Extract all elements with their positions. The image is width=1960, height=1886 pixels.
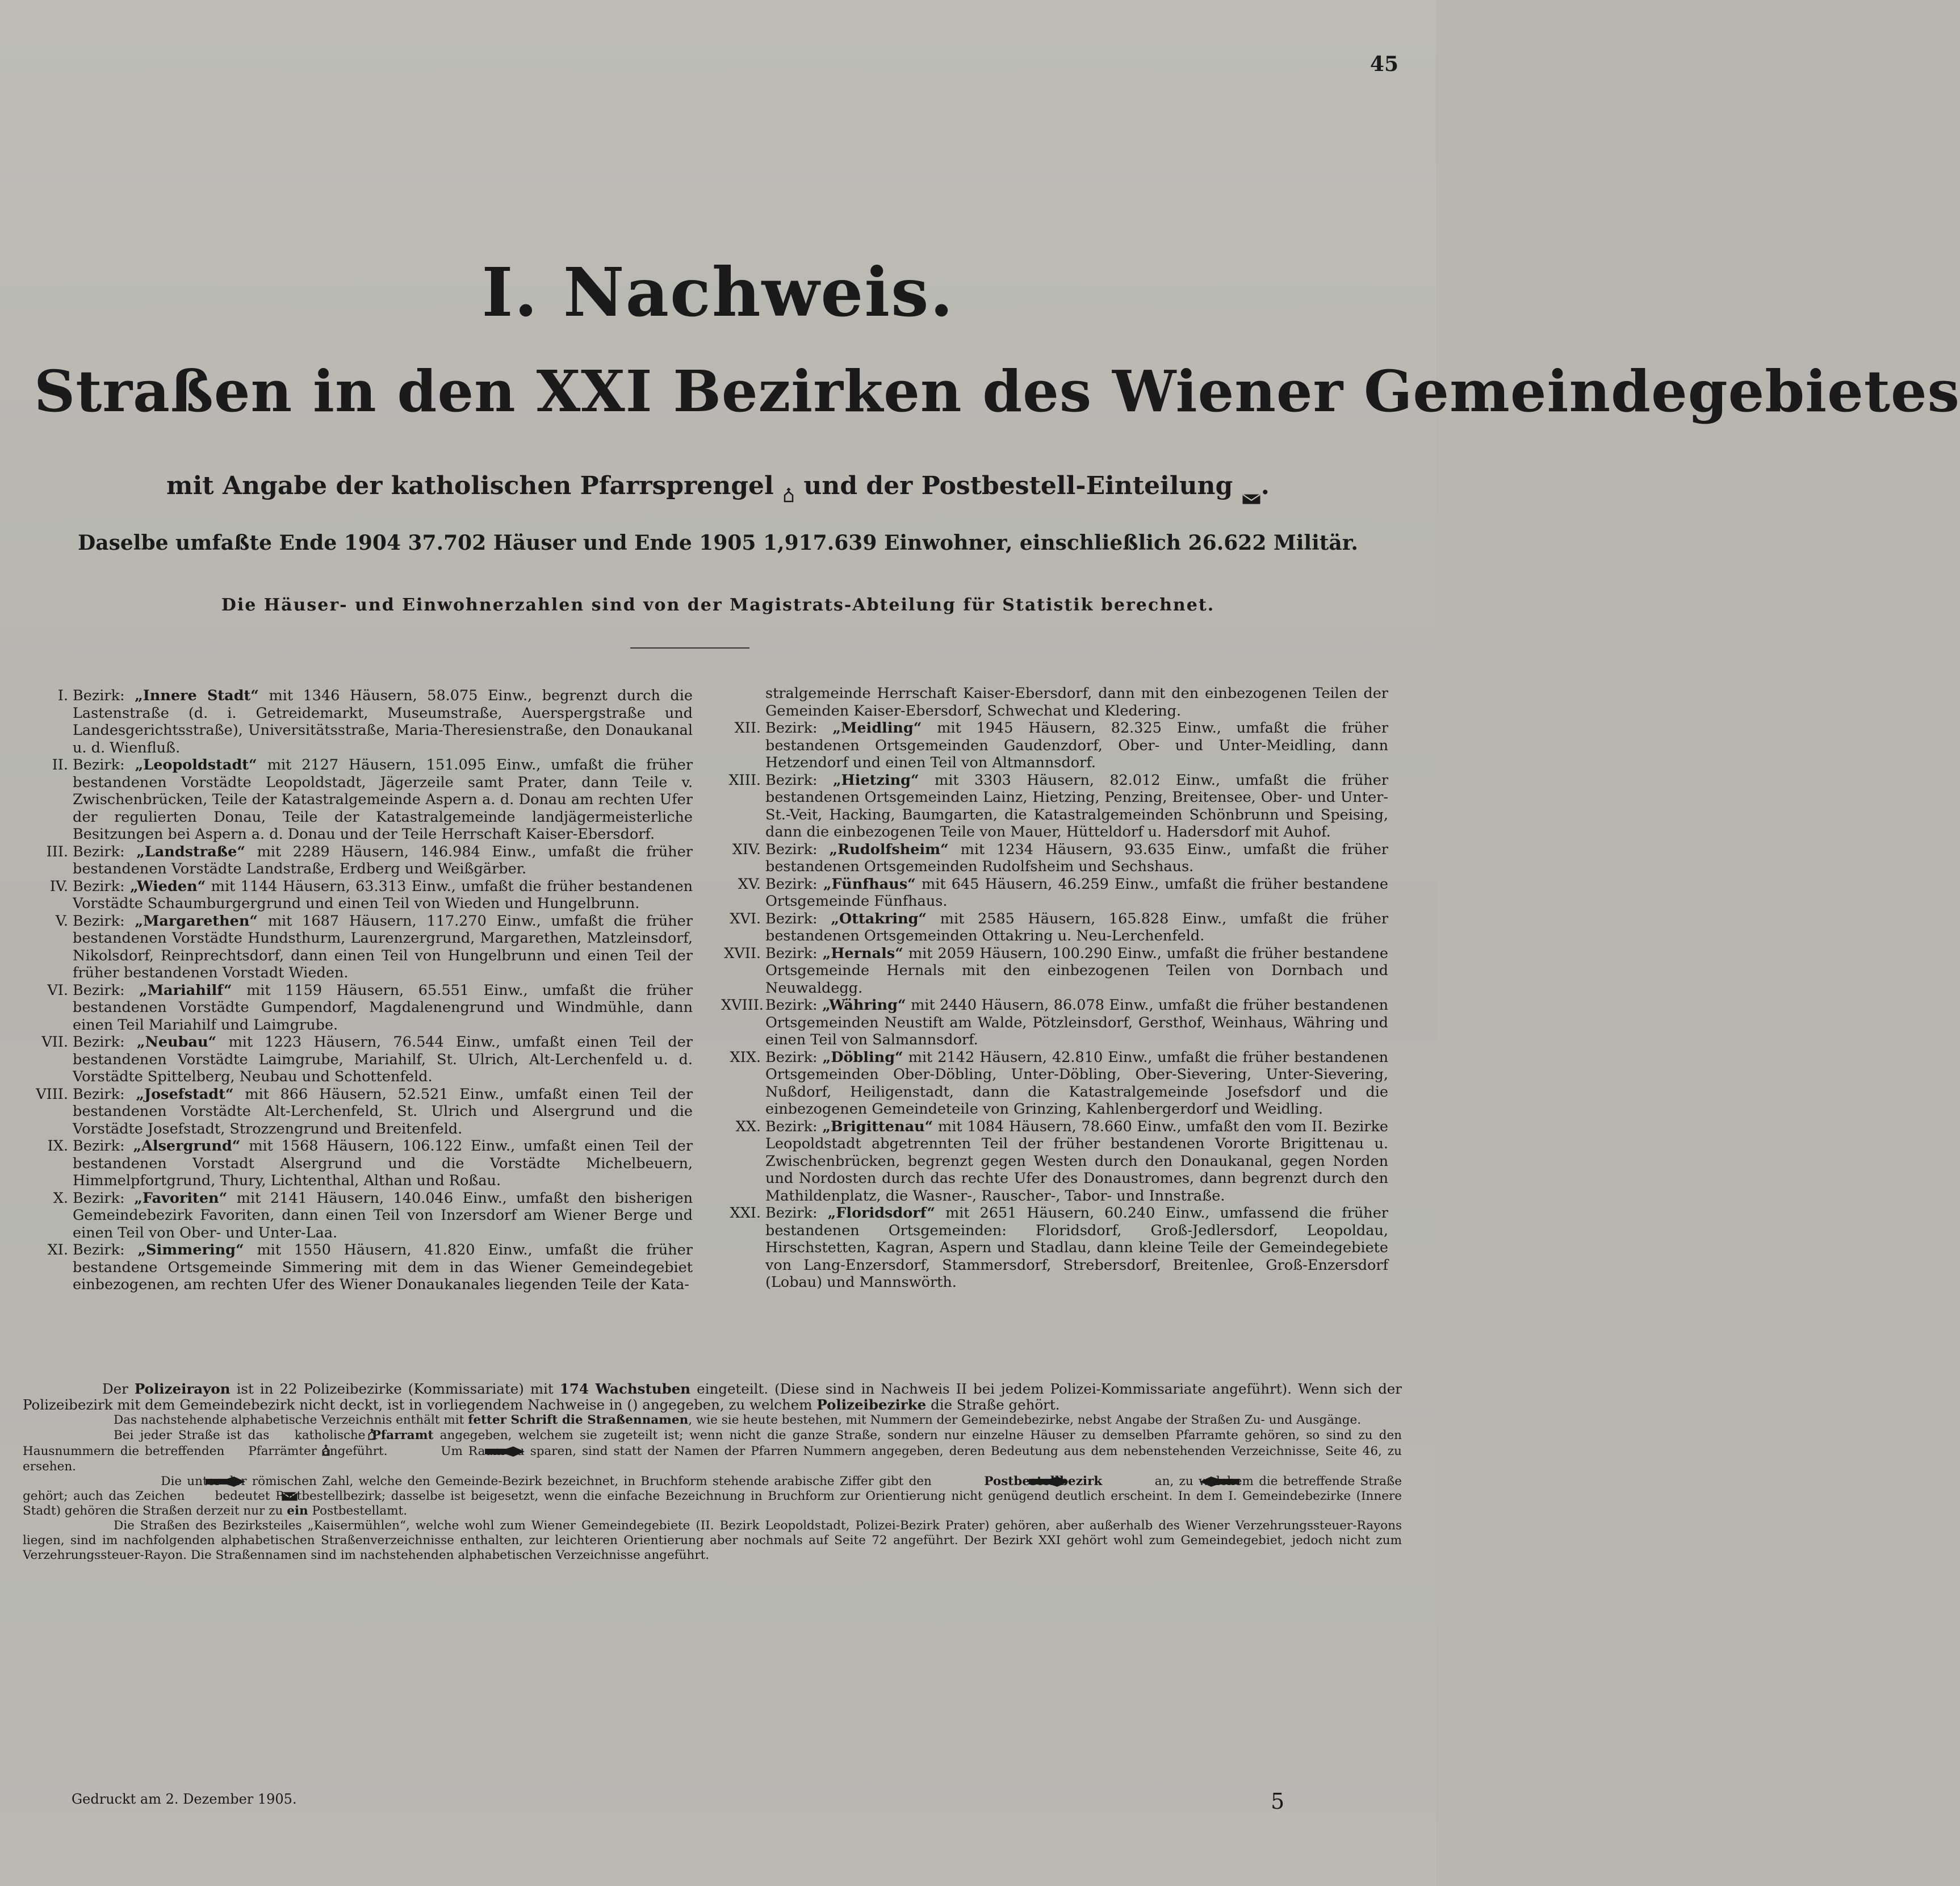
explanatory-notes: [23, 1381, 1402, 1563]
district-lead: Bezirk:: [73, 912, 125, 930]
district-number: IX.: [47, 1138, 68, 1155]
district-description: mit 2585 Häusern, 165.828 Einw., umfaßt die früher bestandenen Ortsgemeinden Ottakring u. Neu-Lerchenfeld.: [765, 910, 1389, 944]
district-description: mit 2651 Häusern, 60.240 Einw., umfassend die früher bestandenen Ortsgemeinden: Floridsdorf, Groß-Jedlersdorf, Leopoldau, Hirschstetten, Kagran, Aspern und Stadlau, dann kleine Teile der Gemeindegebiete von Lang-Enzersdorf, Stammersdorf, Strebersdorf, Breitenlee, Groß-Enzersdorf (Lobau) und Mannswörth.: [765, 1205, 1388, 1291]
district-lead: Bezirk:: [73, 756, 125, 773]
note-text: an, zu welchem die betreffende Straße gehört; auch das Zeichen: [23, 1474, 1402, 1503]
district-entry: [721, 910, 1388, 945]
district-lead: Bezirk:: [765, 944, 818, 962]
district-number: III.: [46, 843, 68, 860]
district-name: „Döbling“: [822, 1048, 903, 1066]
district-entry: [28, 1190, 693, 1242]
district-lead: Bezirk:: [73, 877, 125, 895]
district-entry: [721, 720, 1388, 772]
district-lead: Bezirk:: [765, 910, 818, 927]
note-text: eingeteilt. (Diese sind in Nachweis II bei jedem Polizei-Kommissariate angeführt). Wenn sich der Polizeibezirk mit dem Gemeindebezirk nicht deckt, ist in vorliegendem Nachweise in () angegeben, zu welchem: [23, 1381, 1402, 1413]
district-number: V.: [55, 912, 68, 930]
pointing-hand-icon: [393, 1445, 435, 1458]
district-entry: [28, 843, 693, 878]
district-description: mit 1346 Häusern, 58.075 Einw., begrenzt durch die Lastenstraße (d. i. Getreidemarkt, Museumstraße, Auerspergstraße und Landesgerichtsstraße), Universitätsstraße, Maria-Theresienstraße, den Donaukanal u. d. Wienfluß.: [73, 687, 693, 756]
document-heading: Straßen in den XXI Bezirken des Wiener Gemeindegebietes: [34, 358, 1960, 425]
district-entry: [28, 1086, 693, 1138]
district-entry: [28, 1034, 693, 1086]
footer-page-number: 5: [1271, 1789, 1285, 1814]
note-text: die Straße gehört.: [931, 1396, 1060, 1413]
district-name: „Landstraße“: [136, 843, 246, 860]
district-description: mit 3303 Häusern, 82.012 Einw., umfaßt die früher bestandenen Ortsgemeinden Lainz, Hietzing, Penzing, Breitensee, Ober- und Unter-St.-Veit, Hacking, Baumgarten, die Katastralgemeinden Schönbrunn und Speising, dann die einbezogenen Teile von Mauer, Hütteldorf u. Hadersdorf mit Auhof.: [765, 771, 1389, 840]
district-number: XII.: [734, 720, 761, 737]
district-name: „Ottakring“: [831, 910, 927, 927]
district-number: XVII.: [724, 944, 761, 962]
district-number: XV.: [738, 875, 761, 893]
note-verzeichnis: [23, 1413, 1402, 1428]
note-text: angegeben, welchem sie zugeteilt ist; wenn nicht die ganze Straße, sondern nur einzelne Häuser zu demselben Pfarramte gehören, so sind zu den Hausnummern die betreffenden: [23, 1428, 1402, 1458]
note-bold: Pfarramt: [371, 1428, 434, 1442]
note-bold: Postbestellbezirk: [984, 1474, 1103, 1488]
district-description: mit 2059 Häusern, 100.290 Einw., umfaßt die früher bestandene Ortsgemeinde Hernals mit den einbezogenen Teilen von Dornbach und Neuwaldegg.: [765, 944, 1389, 997]
district-name: „Währing“: [822, 997, 906, 1014]
district-description: mit 1568 Häusern, 106.122 Einw., umfaßt einen Teil der bestandenen Vorstadt Alsergrund und die Vorstädte Michelbeuern, Himmelpfortgrund, Thury, Lichtenthal, Althan und Roßau.: [73, 1138, 693, 1189]
district-entry: [28, 913, 693, 982]
district-description: mit 2440 Häusern, 86.078 Einw., umfaßt die früher bestandenen Ortsgemeinden Neustift am Walde, Pötzleinsdorf, Gersthof, Weinhaus, Währing und einen Teil von Salmannsdorf.: [765, 997, 1389, 1048]
district-lead: Bezirk:: [73, 981, 125, 999]
note-text: ist in 22 Polizeibezirke (Kommissariate) mit: [236, 1381, 554, 1397]
district-description: mit 1144 Häusern, 63.313 Einw., umfaßt die früher bestandenen Vorstädte Schaumburgergrund und einen Teil von Wieden und Hungelbrunn.: [73, 877, 693, 912]
note-bold: Polizeirayon: [134, 1381, 231, 1397]
mail-icon: [190, 1491, 210, 1502]
church-icon: [230, 1444, 242, 1460]
note-text: , wie sie heute bestehen, mit Nummern der Gemeindebezirke, nebst Angabe der Straßen Zu- und Ausgänge.: [688, 1413, 1362, 1427]
note-kaisermuehlen: Die Straßen des Bezirksteiles „Kaisermühlen“, welche wohl zum Wiener Gemeindegebiete (II. Bezirk Leopoldstadt, Polizei-Bezirk Prater) gehören, aber außerhalb des Wiener Verzehrungssteuer-Rayons liegen, sind im nachfolgenden alphabetischen Straßenverzeichnisse enthalten, zur leichteren Orientierung aber nochmals auf Seite 72 angeführt. Der Bezirk XXI gehört wohl zum Gemeindegebiet, jedoch nicht zum Verzehrungssteuer-Rayon. Die Straßennamen sind im nachstehenden alphabetischen Verzeichnisse angeführt.: [23, 1519, 1402, 1562]
district-number: XVIII.: [721, 997, 764, 1014]
district-description: mit 2289 Häusern, 146.984 Einw., umfaßt die früher bestandenen Vorstädte Landstraße, Erdberg und Weißgärber.: [73, 843, 693, 877]
district-lead: Bezirk:: [73, 1085, 125, 1103]
district-number: II.: [52, 756, 68, 773]
district-lead: Bezirk:: [765, 875, 818, 893]
district-number: XIV.: [732, 840, 761, 858]
note-polizei: [23, 1381, 1402, 1413]
document-title: I. Nachweis.: [481, 253, 954, 332]
note-text: Der: [102, 1381, 128, 1397]
page-number: 45: [1370, 52, 1398, 76]
church-icon: [276, 1428, 288, 1444]
district-lead: Bezirk:: [765, 840, 818, 858]
district-name: „Fünfhaus“: [823, 875, 916, 893]
district-number: VIII.: [36, 1085, 68, 1103]
district-description: mit 1234 Häusern, 93.635 Einw., umfaßt die früher bestandenen Ortsgemeinden Rudolfsheim und Sechshaus.: [765, 840, 1388, 875]
district-name: „Wieden“: [130, 877, 206, 895]
district-name: „Margarethen“: [135, 912, 258, 930]
note-text: Das nachstehende alphabetische Verzeichnis enthält mit: [114, 1413, 464, 1427]
district-description: mit 2127 Häusern, 151.095 Einw., umfaßt die früher bestandenen Vorstädte Leopoldstadt, Jägerzeile samt Prater, dann Teile v. Zwischenbrücken, Teile der Katastralgemeinde Aspern a. d. Donau am rechten Ufer der regulierten Donau, Teile der Katastralgemeinde landjägermeisterliche Besitzungen bei Aspern a. d. Donau und der Teile Herrschaft Kaiser-Ebersdorf.: [73, 756, 693, 843]
district-name: „Innere Stadt“: [135, 687, 259, 704]
note-text: Postbestellamt.: [312, 1504, 408, 1518]
district-description: mit 645 Häusern, 46.259 Einw., umfaßt die früher bestandene Ortsgemeinde Fünfhaus.: [765, 875, 1389, 910]
district-number: XVI.: [730, 910, 761, 927]
district-lead: Bezirk:: [765, 1205, 818, 1222]
district-name: „Alsergrund“: [133, 1138, 241, 1155]
subtitle-mid: und der Postbestell-Einteilung: [803, 471, 1233, 500]
note-postbestell: [23, 1474, 1402, 1519]
district-entry: [28, 756, 693, 843]
district-number: XIX.: [730, 1048, 761, 1066]
district-name: „Brigittenau“: [822, 1118, 933, 1135]
note-text: Bei jeder Straße ist das: [114, 1428, 270, 1442]
district-number: XX.: [735, 1118, 761, 1135]
district-name: „Neubau“: [136, 1034, 217, 1051]
divider-rule: [630, 647, 749, 649]
district-description: mit 866 Häusern, 52.521 Einw., umfaßt einen Teil der bestandenen Vorstädte Alt-Lerchenfeld, St. Ulrich und Alsergrund und die Vorstädte Josefstadt, Strozzengrund und Breitenfeld.: [73, 1085, 693, 1138]
note-text: Um Raum zu sparen, sind statt der Namen der Pfarren Nummern angegeben, deren Bedeutung aus dem nebenstehenden Verzeichnisse, Seite 46, zu ersehen.: [23, 1444, 1402, 1474]
district-entry: [721, 1118, 1388, 1205]
district-description: mit 1687 Häusern, 117.270 Einw., umfaßt die früher bestandenen Vorstädte Hundsthurm, Laurenzergrund, Margarethen, Matzleinsdorf, Nikolsdorf, Reinprechtsdorf, dann einen Teil von Hungelbrunn und einen Teil der früher bestandenen Vorstadt Wieden.: [73, 912, 693, 981]
district-number: XXI.: [730, 1205, 761, 1222]
district-entry: [28, 1241, 693, 1294]
population-stats: Daselbe umfaßte Ende 1904 37.702 Häuser und Ende 1905 1,917.639 Einwohner, einschließlich 26.622 Militär.: [78, 531, 1358, 555]
district-name: „Hernals“: [822, 944, 903, 962]
subtitle-before: mit Angabe der katholischen Pfarrsprengel: [166, 471, 774, 500]
district-number: XI.: [47, 1241, 68, 1258]
district-lead: Bezirk:: [73, 1189, 125, 1207]
district-description: mit 1550 Häusern, 41.820 Einw., umfaßt die früher bestandene Ortsgemeinde Simmering mit dem in das Wiener Gemeindegebiet einbezogenen, am rechten Ufer des Wiener Donaukanales liegenden Teile der Kata-: [73, 1241, 693, 1293]
district-lead: Bezirk:: [73, 1241, 125, 1258]
district-list-right: [721, 685, 1388, 1291]
district-name: „Hietzing“: [833, 771, 919, 789]
district-number: VII.: [41, 1034, 68, 1051]
note-text: Die unter der römischen Zahl, welche den Gemeinde-Bezirk bezeichnet, in Bruchform stehende arabische Ziffer gibt den: [161, 1474, 932, 1488]
district-number: IV.: [49, 877, 68, 895]
subtitle-after: .: [1260, 471, 1270, 500]
district-name: „Mariahilf“: [139, 981, 232, 999]
note-bold: fetter Schrift die Straßennamen: [468, 1413, 689, 1427]
district-number: I.: [57, 687, 68, 704]
district-name: „Leopoldstadt“: [135, 756, 257, 773]
district-name: „Rudolfsheim“: [829, 840, 949, 858]
district-description: mit 1084 Häusern, 78.660 Einw., umfaßt den vom II. Bezirke Leopoldstadt abgetrennten Teil der früher bestandenen Vororte Brigittenau u. Zwischenbrücken, begrenzt gegen Westen durch den Donaukanal, gegen Norden und Nordosten durch das rechte Ufer des Donaustromes, dann begrenzt durch den Mathildenplatz, die Wasner-, Rauscher-, Tabor- und Innstraße.: [765, 1118, 1388, 1205]
district-lead: Bezirk:: [765, 771, 818, 789]
district-entry: [28, 982, 693, 1034]
district-number: XIII.: [728, 771, 761, 789]
district-lead: Bezirk:: [765, 720, 818, 737]
district-lead: Bezirk:: [765, 1118, 818, 1135]
note-pfarramt: [23, 1428, 1402, 1474]
district-entry: [721, 876, 1388, 910]
district-entry: [721, 772, 1388, 841]
district-lead: Bezirk:: [73, 843, 125, 860]
continuation-text: stralgemeinde Herrschaft Kaiser-Ebersdorf, dann mit den einbezogenen Teilen der Gemeinden Kaiser-Ebersdorf, Schwechat und Kledering.: [765, 685, 1388, 720]
district-name: „Josefstadt“: [136, 1085, 234, 1103]
district-description: mit 1159 Häusern, 65.551 Einw., umfaßt die früher bestandenen Vorstädte Gumpendorf, Magdalenengrund und Windmühle, dann einen Teil Mariahilf und Laimgrube.: [73, 981, 693, 1034]
statistics-note: Die Häuser- und Einwohnerzahlen sind von der Magistrats-Abteilung für Statistik berechnet.: [221, 595, 1215, 615]
district-number: X.: [53, 1189, 68, 1207]
district-description: mit 1945 Häusern, 82.325 Einw., umfaßt die früher bestandenen Ortsgemeinden Gaudenzdorf, Ober- und Unter-Meidling, dann Hetzendorf und einen Teil von Altmannsdorf.: [765, 720, 1389, 771]
district-description: mit 1223 Häusern, 76.544 Einw., umfaßt einen Teil der bestandenen Vorstädte Laimgrube, Mariahilf, St. Ulrich, Alt-Lerchenfeld u. d. Vorstädte Spittelberg, Neubau und Schottenfeld.: [73, 1034, 693, 1085]
district-entry: [721, 1049, 1388, 1118]
district-number: VI.: [47, 981, 68, 999]
district-entry: [721, 997, 1388, 1049]
note-bold: ein: [287, 1504, 308, 1518]
district-entry: [721, 841, 1388, 876]
pointing-hand-icon: [114, 1475, 156, 1488]
district-entry: [721, 945, 1388, 997]
district-name: „Simmering“: [137, 1241, 244, 1258]
district-lead: Bezirk:: [765, 1048, 818, 1066]
district-name: „Favoriten“: [134, 1189, 228, 1207]
district-entry: [721, 1205, 1388, 1291]
pointing-hand-icon: [937, 1475, 979, 1488]
pointing-hand-icon: [1108, 1475, 1150, 1488]
district-entry: [28, 1138, 693, 1190]
district-lead: Bezirk:: [73, 687, 125, 704]
note-text: bedeutet Postbestellbezirk; dasselbe ist beigesetzt, wenn die einfache Bezeichnung in Bruchform zur Orientierung nicht genügend deutlich erscheint. In dem I. Gemeindebezirke (Innere Stadt) gehören die Straßen derzeit nur zu: [23, 1489, 1402, 1518]
district-name: „Meidling“: [832, 720, 922, 737]
note-text: katholische: [294, 1428, 366, 1442]
note-bold: 174 Wachstuben: [559, 1381, 691, 1397]
note-text: Pfarrämter angeführt.: [248, 1444, 388, 1458]
district-lead: Bezirk:: [73, 1034, 125, 1051]
district-entry: [28, 687, 693, 756]
district-lead: Bezirk:: [765, 997, 818, 1014]
district-entry: [28, 878, 693, 913]
mail-icon: [1242, 482, 1261, 494]
district-list-left: [28, 687, 693, 1294]
district-entries-right: [721, 720, 1388, 1291]
church-icon: [782, 480, 795, 496]
subtitle: [0, 471, 1436, 500]
print-date: Gedruckt am 2. Dezember 1905.: [72, 1791, 297, 1807]
district-description: mit 2142 Häusern, 42.810 Einw., umfaßt die früher bestandenen Ortsgemeinden Ober-Döbling, Unter-Döbling, Ober-Sievering, Unter-Sievering, Nußdorf, Heiligenstadt, dann die Katastralgemeinde Josefsdorf und die einbezogenen Gemeindeteile von Grinzing, Kahlenbergerdorf und Weidling.: [765, 1048, 1389, 1118]
district-lead: Bezirk:: [73, 1138, 125, 1155]
district-description: mit 2141 Häusern, 140.046 Einw., umfaßt den bisherigen Gemeindebezirk Favoriten, dann einen Teil von Inzersdorf am Wiener Berge und einen Teil von Ober- und Unter-Laa.: [73, 1189, 693, 1241]
note-bold: Polizeibezirke: [816, 1396, 927, 1413]
district-name: „Floridsdorf“: [827, 1205, 936, 1222]
